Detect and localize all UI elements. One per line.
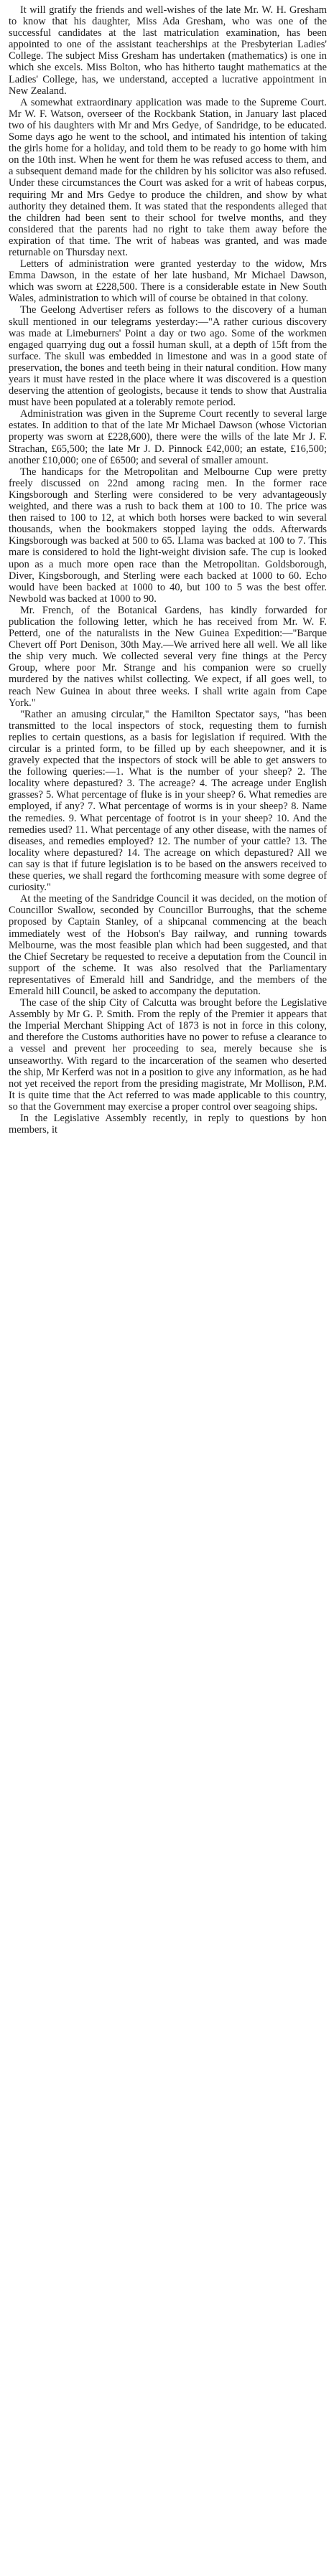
- paragraph-metropolitan-cup-handicaps: The handicaps for the Metropolitan and Melbourne Cup were pretty freely discussed on 22nd among racing men. In the former race Kingsborough and Sterling were considered to be very advantageously weighted, and there was a rush to back them at 100 to 10. The price was then raised to 100 to 12, at which both horses were backed to win several thousands, when the bookmakers stopped laying the odds. Afterwards Kingsborough was backed at 500 to 65. Llama was backed at 100 to 7. This mare is considered to hold the light-weight division safe. The cup is looked upon as a much more open race than the Metropolitan. Goldsborough, Diver, Kingsborough, and Sterling were each backed at 1000 to 60. Echo would have been backed at 1000 to 40, but 100 to 5 was the best offer. Newbold was backed at 1000 to 90.: [9, 466, 327, 605]
- paragraph-supreme-court-estates: Administration was given in the Supreme Court recently to several large estates. In addition to that of the late Mr Michael Dawson (whose Victorian property was sworn at £228,600), there were the wills of the late Mr J. F. Strachan, £65,500; the late Mr J. D. Pinnock £42,000; an estate, £16,500; another £10,000; one of £6500; and several of smaller amount.: [9, 408, 327, 466]
- paragraph-stock-inspectors-circular: "Rather an amusing circular," the Hamilton Spectator says, "has been transmitted to the local inspectors of stock, requesting them to furnish replies to certain questions, as a basis for legislation if required. With the circular is a printed form, to be filled up by each sheepowner, and it is gravely expected that the inspectors of stock will be able to get answers to the following queries:—1. What is the number of your sheep? 2. The locality where depastured? 3. The acreage? 4. The acreage under English grasses? 5. What percentage of fluke is in your sheep? 6. What remedies are employed, if any? 7. What percentage of worms is in your sheep? 8. Name the remedies. 9. What percentage of footrot is in your sheep? 10. And the remedies used? 11. What percentage of any other disease, with the names of diseases, and remedies employed? 12. The number of your cattle? 13. The locality where depastured? 14. The acreage on which depastured? All we can say is that if future legislation is to be based on the answers received to these queries, we shall regard the forthcoming measure with some degree of curiosity.": [9, 708, 327, 894]
- paragraph-new-guinea-expedition-letter: Mr. French, of the Botanical Gardens, has kindly forwarded for publication the following letter, which he has received from Mr. W. F. Petterd, one of the naturalists in the New Guinea Expedition:—"Barque Chevert off Port Denison, 30th May.—We arrived here all well. We all like the ship very much. We collected several very fine things at the Percy Group, where poor Mr. Strange and his companion were so cruelly murdered by the natives whilst collecting. We expect, if all goes well, to reach New Guinea in about three weeks. I shall write again from Cape York.": [9, 604, 327, 709]
- paragraph-habeas-corpus-application: A somewhat extraordinary application was made to the Supreme Court. Mr W. F. Watson, overseer of the Rockbank Station, in January last placed two of his daughters with Mr and Mrs Gedye, of Sandridge, to be educated. Some days ago he went to the school, and intimated his intention of taking the girls home for a holiday, and told them to be ready to go home with him on the 10th inst. When he went for them he was refused access to them, and a subsequent demand made for the children by his solicitor was also refused. Under these circumstances the Court was asked for a writ of habeas corpus, requiring Mr and Mrs Gedye to produce the children, and show by what authority they detained them. It was stated that the respondents alleged that the children had been sent to their school for twelve months, and they considered that the parents had no right to take them away before the expiration of that time. The writ of habeas was granted, and was made returnable on Thursday next.: [9, 96, 327, 258]
- paragraph-fossil-skull-discovery: The Geelong Advertiser refers as follows to the discovery of a human skull mentioned in our telegrams yesterday:—"A rather curious discovery was made at Limeburners' Point a day or two ago. Some of the workmen engaged quarrying dug out a fossil human skull, at a depth of 15ft from the surface. The skull was embedded in limestone and was in a good state of preservation, the bones and teeth being in their natural condition. How many years it must have rested in the place where it was discovered is a question deserving the attention of geologists, because it tends to show that Australia must have been populated at a tolerably remote period.: [9, 304, 327, 409]
- paragraph-gresham-appointment: It will gratify the friends and well-wishes of the late Mr. W. H. Gresham to know that his daughter, Miss Ada Gresham, who was one of the successful candidates at the last matriculation examination, has been appointed to one of the assistant teacherships at the Presbyterian Ladies' College. The subject Miss Gresham has undertaken (mathematics) is one in which she excels. Miss Bolton, who has hitherto taught mathematics at the Ladies' College, has, we understand, accepted a lucrative appointment in New Zealand.: [9, 4, 327, 97]
- paragraph-city-of-calcutta-case: The case of the ship City of Calcutta was brought before the Legislative Assembly by Mr G. P. Smith. From the reply of the Premier it appears that the Imperial Merchant Shipping Act of 1873 is not in force in this colony, and therefore the Customs authorities have no power to refuse a clearance to a vessel and prevent her proceeding to sea, merely because she is unseaworthy. With regard to the incarceration of the seamen who deserted the ship, Mr Kerferd was not in a position to give any information, as he had not yet received the report from the presiding magistrate, Mr Mollison, P.M. It is quite time that the Act referred to was made applicable to this country, so that the Government may exercise a proper control over seagoing ships.: [9, 997, 327, 1113]
- paragraph-legislative-assembly: In the Legislative Assembly recently, in reply to questions by hon members, it: [9, 1113, 327, 1136]
- paragraph-dawson-letters-of-administration: Letters of administration were granted yesterday to the widow, Mrs Emma Dawson, in the estate of her late husband, Mr Michael Dawson, which was sworn at £228,500. There is a considerable estate in New South Wales, administration to which will of course be obtained in that colony.: [9, 258, 327, 305]
- paragraph-sandridge-council-ship-canal: At the meeting of the Sandridge Council it was decided, on the motion of Councillor Swallow, seconded by Councillor Burroughs, that the scheme proposed by Captain Stanley, of a shipcanal commencing at the beach immediately west of the Hobson's Bay railway, and running towards Melbourne, was the most feasible plan which had been suggested, and that the Chief Secretary be requested to receive a deputation from the Council in support of the scheme. It was also resolved that the Parliamentary representatives of Emerald hill and Sandridge, and the members of the Emerald hill Council, be asked to accompany the deputation.: [9, 893, 327, 997]
